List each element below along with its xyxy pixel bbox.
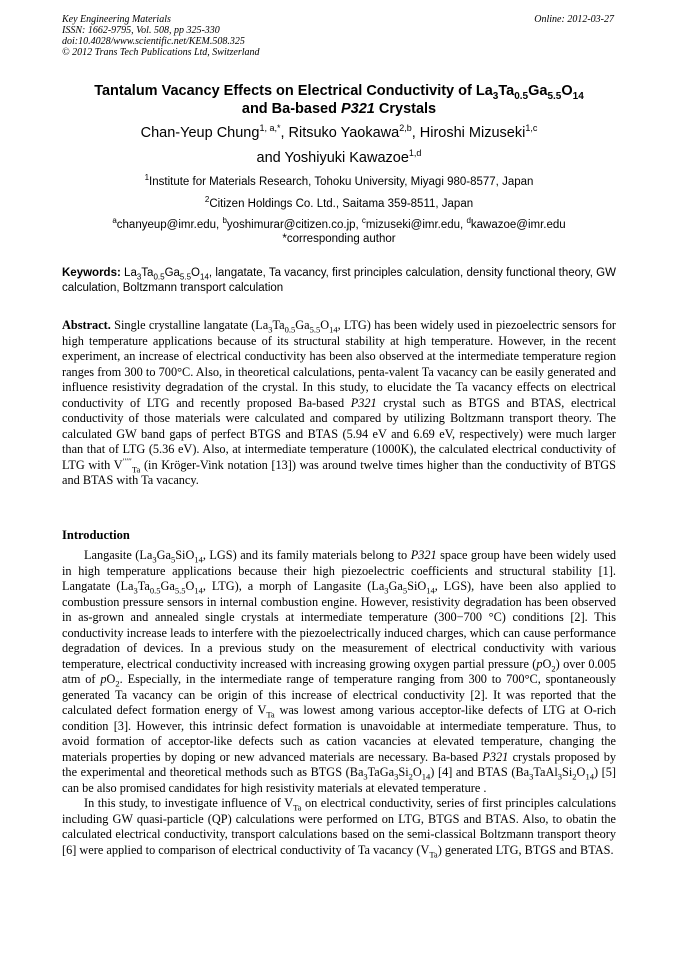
paragraph: Langasite ($La_3Ga_5SiO_{14}$, LGS) and its family materials belong to P321 space group have been widely used in high temperature applications because their high piezoelectric coefficients and structural stability [1]. Langatate ($La_3Ta_{0.5}Ga_{5.5}O_{14}$, LTG), a morph of Langasite ($La_3Ga_5SiO_{14}$, LGS), have been also applied to combustion pressure sensors in internal combustion engine. However, resistivity degradation has been observed in as-grown and annealed single crystals at intermediate temperature (300−700 °C) conditions [2]. This conductivity increase leads to interfere with the piezoelectrically induced charges, which can cause performance degradation of devices. In a previous study on the measurement of electrical conductivity with various temperature, electrical conductivity increased with increasing growing oxygen partial pressure $(pO_2)$ over 0.005 atm of $pO_2$. Especially, in the intermediate range of temperature ranging from 300 to 700°C, spontaneously generated Ta vacancy can be origin of this increase of electrical conductivity [2]. It was reported that the calculated defect formation energy of $V_{Ta}$ was lowest among various acceptor-like defects of LTG at O-rich condition [3]. However, this intrinsic defect formation is unavoidable at intermediate temperature. Thus, to avoid formation of acceptor-like defects such as cation vacancies at elevated temperature, changing the materials properties by doping or new advanced materials are necessary. Ba-based P321 crystals proposed by the experimental and theoretical methods such as BTGS $(Ba_3TaGa_3Si_2O_{14})$ [4] and BTAS $(Ba_3TaAl_3Si_2O_{14})$ [5] can be also promised candidates for high resistivity materials at elevated temperature . (62, 548, 616, 795)
author-name: and Yoshiyuki Kawazoe (256, 150, 409, 166)
introduction-body (62, 548, 616, 858)
abstract: Abstract. Single crystalline langatate ($La_3Ta_{0.5}Ga_{5.5}O_{14}$, LTG) has been widely used in piezoelectric sensors for high temperature applications because of its structural stability at high temperature. However, in the recent experiment, an increase of electrical conductivity has been also observed at the intermediate temperature region ranges from 300 to 700°C. Also, in theoretical calculations, penta-valent Ta vacancy can be easily generated and influence resistivity degradation of the crystal. In this study, to elucidate the Ta vacancy effects on electrical conductivity of LTG and recently proposed Ba-based P321 crystal such as BTGS and BTAS, electrical conductivity of those materials were calculated and compared by utilizing Boltzmann transport theory. The calculated GW band gaps of perfect BTGS and BTAS (5.94 eV and 6.69 eV, respectively) were much larger than that of LTG (5.36 eV). Also, at intermediate temperature (1000K), the calculated electrical conductivity of LTG with $V'''''_{Ta}$ (in Kröger-Vink notation [13]) was around twelve times higher than the conductivity of BTGS and BTAS with Ta vacancy. (62, 318, 617, 487)
abstract-label: Abstract. (62, 318, 111, 332)
author-list: Chan-Yeup Chung$^{1, a,*}$, Ritsuko Yaokawa$^{2,b}$, Hiroshi Mizuseki$^{1,c}$ and Yoshiyuki Kawazoe$^{1,d}$ (140, 123, 538, 166)
keywords-section: Keywords: $La_3Ta_{0.5}Ga_{5.5}O_{14}$, langatate, Ta vacancy, first principles calculation, density functional theory, GW calculation, Boltzmann transport calculation (62, 267, 616, 294)
author-name: , Ritsuko Yaokawa (280, 125, 400, 141)
online-date: Online: 2012-03-27 (534, 14, 614, 25)
corresponding-note: *corresponding author (282, 233, 396, 245)
author-name: , Hiroshi Mizuseki (411, 125, 526, 141)
affiliation-1: $^1$Institute for Materials Research, Tohoku University, Miyagi 980-8577, Japan (144, 173, 534, 188)
paragraph: In this study, to investigate influence of $V_{Ta}$ on electrical conductivity, series of first principles calculations including GW quasi-particle (QP) calculations were performed on LTG, BTGS and BTAS. Also, to obatin the calculated electrical conductivity, transport calculations based on the semi-classical Boltzmann transport theory [6] were applied to comparison of electrical conductivity of Ta vacancy $(V_{Ta})$ generated LTG, BTGS and BTAS. (62, 796, 616, 859)
journal-name: Key Engineering Materials (62, 14, 171, 25)
section-heading-introduction: Introduction (62, 528, 130, 542)
email-list: $^a$chanyeup@imr.edu, $^b$yoshimurar@citizen.co.jp, $^c$mizuseki@imr.edu, $^d$kawazoe@imr.edu (112, 216, 566, 231)
paper-title: Tantalum Vacancy Effects on Electrical Conductivity of $La_3Ta_{0.5}Ga_{5.5}O_{14}$ and Ba-based P321 Crystals (94, 83, 584, 117)
issn-line: ISSN: 1662-9795, Vol. 508, pp 325-330 (62, 25, 220, 36)
affiliation-2: $^2$Citizen Holdings Co. Ltd., Saitama 359-8511, Japan (204, 195, 474, 210)
journal-header (62, 14, 260, 58)
keywords-label: Keywords: (62, 267, 121, 279)
doi-line: doi:10.4028/www.scientific.net/KEM.508.325 (62, 36, 245, 47)
copyright-line: © 2012 Trans Tech Publications Ltd, Switzerland (62, 47, 260, 58)
author-name: Chan-Yeup Chung (140, 125, 260, 141)
